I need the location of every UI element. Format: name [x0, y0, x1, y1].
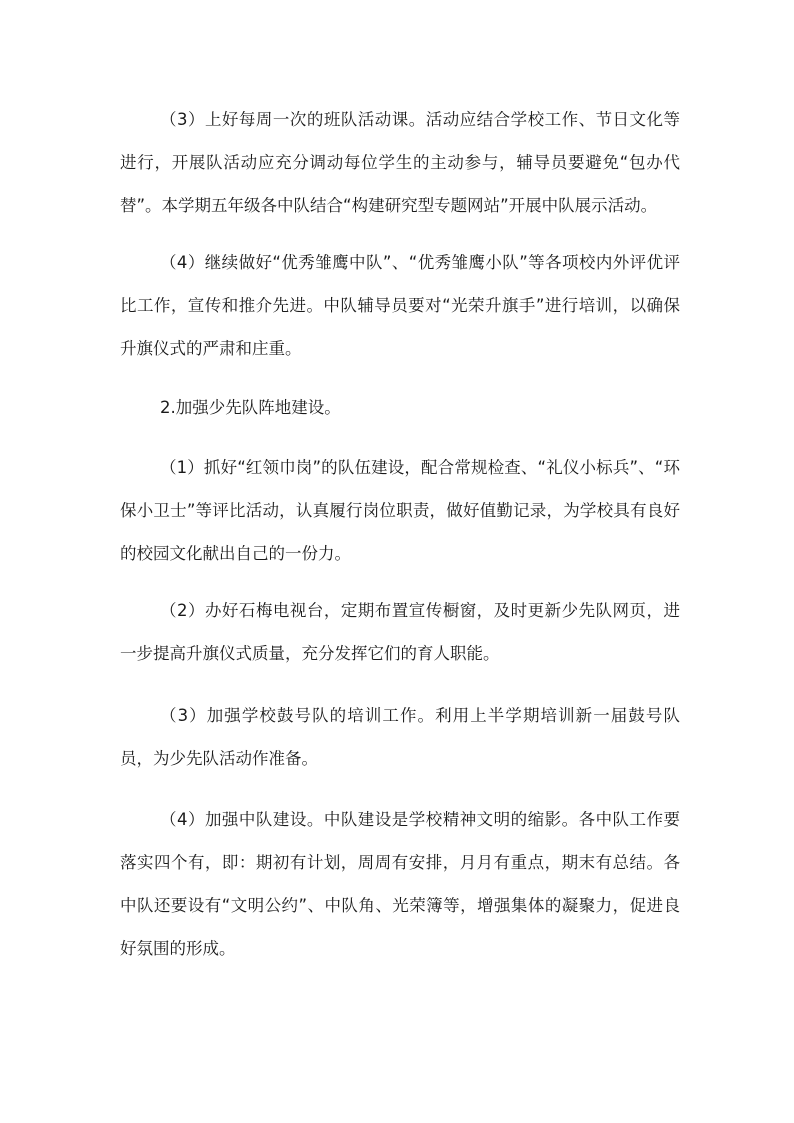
section-heading-2: 2.加强少先队阵地建设。 [160, 398, 341, 417]
paragraph-item-4-squadron-building: （4）加强中队建设。中队建设是学校精神文明的缩影。各中队工作要落实四个有，即：期初有计划，周周有安排，月月有重点，期末有总结。各中队还要设有“文明公约”、中队角、光荣簿等，增强集体的凝聚力，促进良好氛围的形成。 [120, 810, 680, 958]
paragraph-item-3-class-activity: （3）上好每周一次的班队活动课。活动应结合学校工作、节日文化等进行，开展队活动应充分调动每位学生的主动参与，辅导员要避免“包办代替”。本学期五年级各中队结合“构建研究型专题网站”开展中队展示活动。 [120, 110, 680, 215]
paragraph-item-1-red-scarf-post: （1）抓好“红领巾岗”的队伍建设，配合常规检查、“礼仪小标兵”、“环保小卫士”等评比活动，认真履行岗位职责，做好值勤记录，为学校具有良好的校园文化献出自己的一份力。 [120, 458, 680, 563]
paragraph-item-2-tv-station: （2）办好石梅电视台，定期布置宣传橱窗，及时更新少先队网页，进一步提高升旗仪式质量，充分发挥它们的育人职能。 [120, 601, 680, 663]
paragraph-item-4-evaluation: （4）继续做好“优秀雏鹰中队”、“优秀雏鹰小队”等各项校内外评优评比工作，宣传和推介先进。中队辅导员要对“光荣升旗手”进行培训，以确保升旗仪式的严肃和庄重。 [120, 253, 680, 358]
paragraph-item-3-drum-team: （3）加强学校鼓号队的培训工作。利用上半学期培训新一届鼓号队员，为少先队活动作准备。 [120, 706, 680, 768]
